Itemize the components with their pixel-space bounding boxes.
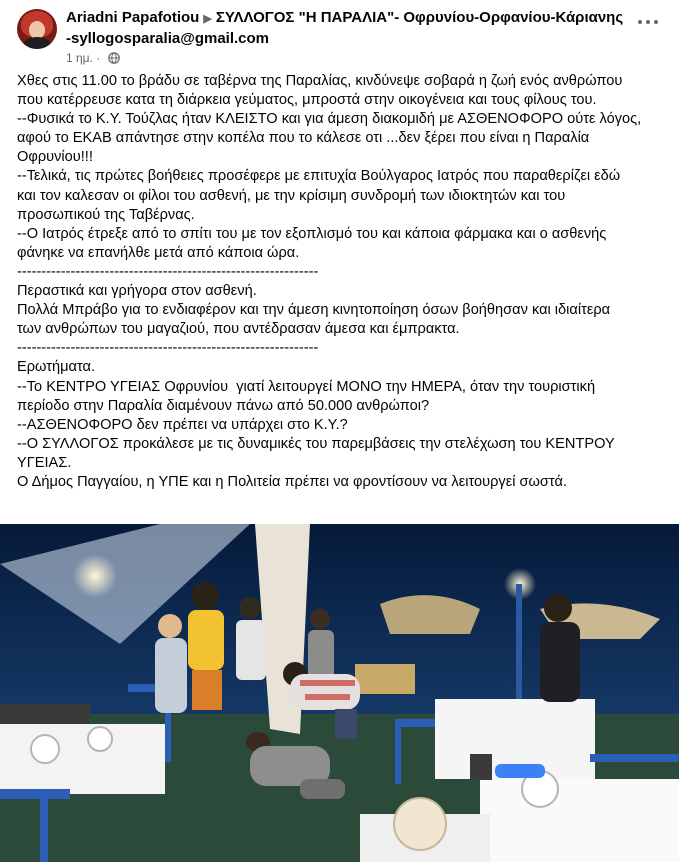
post-line: Οφρυνίου!!!	[17, 149, 93, 166]
post-line: των ανθρώπων του μαγαζιού, που αντέδρασαν άμεσα και έμπρακτα.	[17, 321, 460, 338]
post-photo[interactable]	[0, 524, 679, 862]
post-line: περίοδο στην Παραλία διαμένουν πάνω από 50.000 ανθρώποι?	[17, 397, 430, 414]
post-line: προσωπικού της Ταβέρνας.	[17, 206, 195, 223]
post-line: --ΑΣΘΕΝΟΦΟΡΟ δεν πρέπει να υπάρχει στο Κ.Υ.?	[17, 416, 348, 433]
post-line: αφού το ΕΚΑΒ απάντησε στην κοπέλα που το κάλεσε οτι ...δεν ξέρει που είναι η Παραλία	[17, 130, 590, 147]
post-line: Χθες στις 11.00 το βράδυ σε ταβέρνα της Παραλίας, κινδύνεψε σοβαρά η ζωή ενός ανθρώπου	[17, 73, 623, 89]
post-line: --Ο Ιατρός έτρεξε από το σπίτι του με τον εξοπλισμό του και κάποια φάρμακα και ο ασθενής	[17, 225, 607, 242]
author-line	[66, 8, 626, 49]
post-text	[17, 72, 667, 492]
post-line: που κατέρρευσε κατα τη διάρκεια γεύματος, μπροστά στην οικογένεια και τους φίλους του.	[17, 92, 597, 109]
post-line: ΥΓΕΙΑΣ.	[17, 454, 72, 471]
taverna-scene-illustration	[0, 524, 679, 862]
post-line: Ερωτήματα.	[17, 359, 95, 376]
post-line: και τον καλεσαν οι φίλοι του ασθενή, με την κρίσιμη συνδρομή των ιδιοκτητών και του	[17, 187, 566, 204]
post-meta: 1 ημ. ·	[66, 51, 120, 65]
globe-icon	[108, 52, 120, 64]
post-time[interactable]: 1 ημ.	[66, 51, 93, 65]
author-name[interactable]: Ariadni Papafotiou	[66, 9, 200, 26]
post-line: Πολλά Μπράβο για το ενδιαφέρον και την άμεση κινητοποίηση όσων βοήθησαν και ιδιαίτερα	[17, 302, 611, 319]
post-line: --Τελικά, τις πρώτες βοήθειες προσέφερε με επιτυχία Βούλγαρος Ιατρός που παραθερίζει εδώ	[17, 168, 621, 185]
post-line: Περαστικά και γρήγορα στον ασθενή.	[17, 283, 257, 300]
divider-line: --------------------------------------------------------------	[17, 340, 319, 357]
post-header	[0, 0, 679, 70]
group-name[interactable]: ΣΥΛΛΟΓΟΣ "Η ΠΑΡΑΛΙΑ"- Οφρυνίου-Ορφανίου-Κάριανης -syllogosparalia@gmail.com	[66, 9, 624, 47]
divider-line: --------------------------------------------------------------	[17, 263, 319, 280]
play-arrow-icon: ▶	[203, 13, 212, 25]
post-line: φάνηκε να επανήλθε μετά από κάποια ώρα.	[17, 244, 300, 261]
post-line: --Ο ΣΥΛΛΟΓΟΣ προκάλεσε με τις δυναμικές του παρεμβάσεις την στελέχωση του ΚΕΝΤΡΟΥ	[17, 435, 615, 452]
more-options-icon[interactable]	[636, 12, 660, 32]
post-line: Ο Δήμος Παγγαίου, η ΥΠΕ και η Πολιτεία πρέπει να φροντίσουν να λειτουργεί σωστά.	[17, 473, 567, 490]
post-line: --Φυσικά το Κ.Υ. Τούζλας ήταν ΚΛΕΙΣΤΟ και για άμεση διακομιδή με ΑΣΘΕΝΟΦΟΡΟ ούτε λόγος,	[17, 111, 642, 128]
post-line: --Το ΚΕΝΤΡΟ ΥΓΕΙΑΣ Οφρυνίου γιατί λειτουργεί ΜΟΝΟ την ΗΜΕΡΑ, όταν την τουριστική	[17, 378, 596, 395]
author-avatar[interactable]	[17, 9, 57, 49]
